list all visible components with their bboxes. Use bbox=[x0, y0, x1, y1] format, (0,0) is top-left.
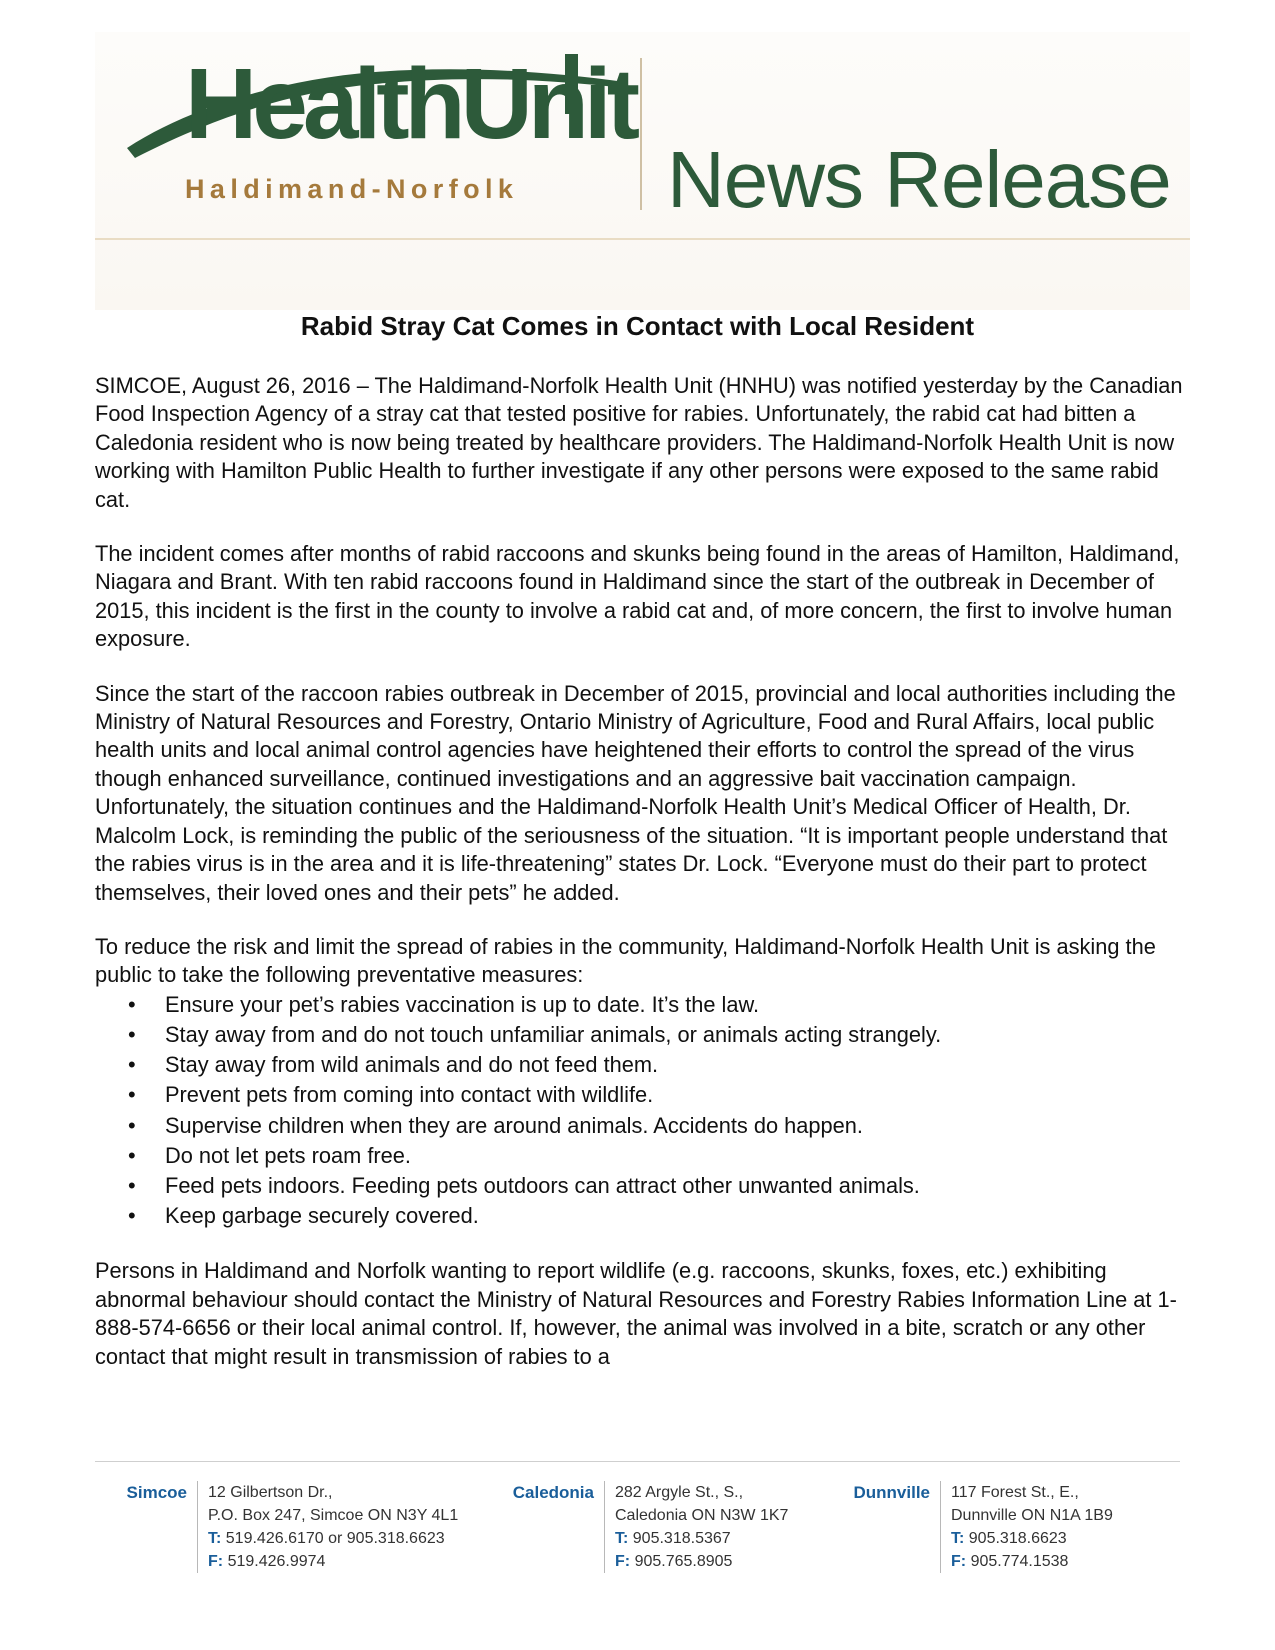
office-caledonia bbox=[512, 1481, 789, 1573]
phone-line: T: 905.318.6623 bbox=[951, 1530, 1067, 1547]
paragraph-reporting: Persons in Haldimand and Norfolk wanting to report wildlife (e.g. raccoons, skunks, foxes, etc.) exhibiting abnormal behaviour should contact the Ministry of Natural Resources and Forestry Rabies Information Line at 1-888-574-6656 or their local animal control. If, however, the animal was involved in a bite, scratch or any other contact that might result in transmission of rabies to a bbox=[95, 1258, 1177, 1369]
paragraph-outbreak: Since the start of the raccoon rabies outbreak in December of 2015, provincial and local authorities including the Ministry of Natural Resources and Forestry, Ontario Ministry of Agriculture, Food and Rural Affairs, local public health units and local animal control agencies have heightened their efforts to control the spread of the virus though enhanced surveillance, continued investigations and an aggressive bait vaccination campaign. Unfortunately, the situation continues and the Haldimand-Norfolk Health Unit’s Medical Officer of Health, Dr. Malcolm Lock, is reminding the public of the seriousness of the situation. “It is important people understand that the rabies virus is in the area and it is life-threatening” states Dr. Lock. “Everyone must do their part to protect themselves, their loved ones and their pets” he added. bbox=[95, 680, 1176, 905]
list-item: • Feed pets indoors. Feeding pets outdoors can attract other unwanted animals. bbox=[165, 1171, 1195, 1201]
news-release-heading: News Release bbox=[667, 135, 1171, 224]
office-address bbox=[604, 1481, 788, 1573]
footer-rule bbox=[95, 1461, 1180, 1462]
page-title: Rabid Stray Cat Comes in Contact with Local Resident bbox=[300, 311, 975, 341]
phone-line: T: 519.426.6170 or 905.318.6623 bbox=[208, 1530, 445, 1547]
list-item: • Ensure your pet’s rabies vaccination is up to date. It’s the law. bbox=[165, 990, 1195, 1020]
list-item: • Supervise children when they are around animals. Accidents do happen. bbox=[165, 1111, 1195, 1141]
fax-line: F: 519.426.9974 bbox=[208, 1553, 326, 1570]
office-address bbox=[940, 1481, 1113, 1573]
office-simcoe bbox=[126, 1481, 459, 1573]
list-item: • Stay away from and do not touch unfamiliar animals, or animals acting strangely. bbox=[165, 1020, 1195, 1050]
header-rule bbox=[95, 238, 1190, 240]
list-item: • Stay away from wild animals and do not feed them. bbox=[165, 1050, 1195, 1080]
fax-line: F: 905.774.1538 bbox=[951, 1553, 1069, 1570]
address-line: P.O. Box 247, Simcoe ON N3Y 4L1 bbox=[208, 1507, 459, 1524]
bullet-icon: • bbox=[128, 1112, 136, 1138]
office-address bbox=[197, 1481, 458, 1573]
phone-line: T: 905.318.5367 bbox=[615, 1530, 731, 1547]
address-line: 117 Forest St., E., bbox=[951, 1484, 1079, 1501]
list-item: • Do not let pets roam free. bbox=[165, 1141, 1195, 1171]
bullet-icon: • bbox=[128, 1052, 136, 1078]
office-dunnville bbox=[853, 1481, 1113, 1573]
bullet-icon: • bbox=[128, 1142, 136, 1168]
bullet-icon: • bbox=[128, 1172, 136, 1198]
bullet-icon: • bbox=[128, 991, 136, 1017]
office-name: Dunnville bbox=[853, 1483, 930, 1502]
header-divider bbox=[640, 58, 642, 210]
measures-list bbox=[95, 990, 1195, 1232]
paragraph-intro: SIMCOE, August 26, 2016 – The Haldimand-Norfolk Health Unit (HNHU) was notified yesterday by the Canadian Food Inspection Agency of a stray cat that tested positive for rabies. Unfortunately, the rabid cat had bitten a Caledonia resident who is now being treated by healthcare providers. The Haldimand-Norfolk Health Unit is now working with Hamilton Public Health to further investigate if any other persons were exposed to the same rabid cat. bbox=[95, 373, 1183, 512]
office-name: Caledonia bbox=[512, 1483, 594, 1502]
list-item: • Keep garbage securely covered. bbox=[165, 1201, 1195, 1231]
bullet-icon: • bbox=[128, 1021, 136, 1047]
paragraph-measures-intro: To reduce the risk and limit the spread of rabies in the community, Haldimand-Norfolk Health Unit is asking the public to take the following preventative measures: bbox=[95, 933, 1156, 988]
office-name: Simcoe bbox=[126, 1483, 187, 1502]
paragraph-incident: The incident comes after months of rabid raccoons and skunks being found in the areas of Hamilton, Haldimand, Niagara and Brant. With ten rabid raccoons found in Haldimand since the start of the outbreak in December of 2015, this incident is the first in the county to involve a rabid cat and, of more concern, the first to involve human exposure. bbox=[95, 541, 1180, 652]
address-line: Caledonia ON N3W 1K7 bbox=[615, 1507, 789, 1524]
logo-wordmark: HealthUnit bbox=[185, 48, 635, 160]
release-body bbox=[95, 372, 1195, 1397]
logo-subtitle: Haldimand-Norfolk bbox=[185, 174, 519, 204]
bullet-icon: • bbox=[128, 1082, 136, 1108]
fax-line: F: 905.765.8905 bbox=[615, 1553, 733, 1570]
address-line: Dunnville ON N1A 1B9 bbox=[951, 1507, 1113, 1524]
bullet-icon: • bbox=[128, 1203, 136, 1229]
health-unit-logo bbox=[125, 48, 645, 222]
address-line: 12 Gilbertson Dr., bbox=[208, 1484, 333, 1501]
address-line: 282 Argyle St., S., bbox=[615, 1484, 744, 1501]
list-item: • Prevent pets from coming into contact with wildlife. bbox=[165, 1080, 1195, 1110]
